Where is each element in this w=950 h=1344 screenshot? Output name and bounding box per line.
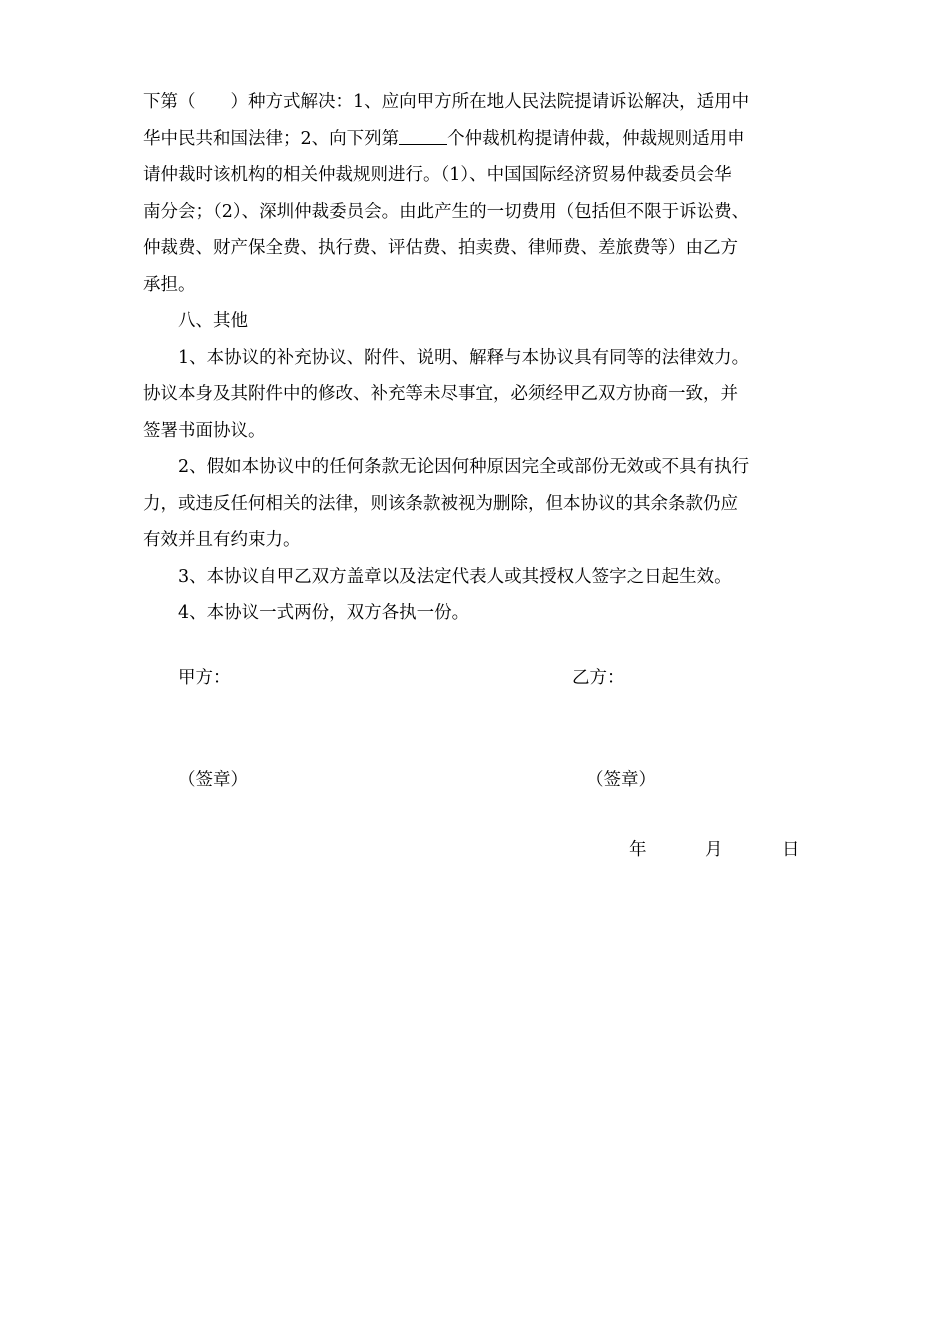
paragraph-line <box>143 121 808 158</box>
fill-in-blank <box>399 126 447 145</box>
paragraph-line: 2、假如本协议中的任何条款无论因何种原因完全或部份无效或不具有执行 <box>178 457 750 477</box>
section-heading: 八、其他 <box>178 311 248 331</box>
paragraph-line: 有效并且有约束力。 <box>143 530 301 550</box>
paragraph-line: 协议本身及其附件中的修改、补充等未尽事宜，必须经甲乙双方协商一致，并 <box>143 384 738 404</box>
party-a-label: 甲方： <box>178 668 231 688</box>
document-body <box>143 84 808 632</box>
paragraph-line: 仲裁费、财产保全费、执行费、评估费、拍卖费、律师费、差旅费等）由乙方 <box>143 238 738 258</box>
paragraph-line: 4、本协议一式两份，双方各执一份。 <box>178 603 470 623</box>
paragraph-line: 承担。 <box>143 274 196 295</box>
party-b-label: 乙方： <box>572 668 625 688</box>
paragraph-line: 请仲裁时该机构的相关仲裁规则进行。（1）、中国国际经济贸易仲裁委员会华 <box>143 165 732 185</box>
party-b-seal: （签章） <box>586 770 656 790</box>
date-day: 日 <box>782 840 800 860</box>
paragraph-line: 力，或违反任何相关的法律，则该条款被视为删除，但本协议的其余条款仍应 <box>143 493 738 514</box>
party-a-seal: （签章） <box>178 770 248 790</box>
paragraph-line: 3、本协议自甲乙双方盖章以及法定代表人或其授权人签字之日起生效。 <box>178 566 732 587</box>
paragraph-line: 签署书面协议。 <box>143 420 266 441</box>
paragraph-text: 华中民共和国法律；2、向下列第 <box>143 128 400 149</box>
paragraph-line: 1、本协议的补充协议、附件、说明、解释与本协议具有同等的法律效力。 <box>178 347 750 368</box>
paragraph-line: 下第（ ）种方式解决：1、应向甲方所在地人民法院提请诉讼解决，适用中 <box>143 92 750 112</box>
date-year: 年 <box>629 840 647 860</box>
paragraph-line: 南分会；（2）、深圳仲裁委员会。由此产生的一切费用（包括但不限于诉讼费、 <box>143 201 750 222</box>
date-month: 月 <box>705 840 723 860</box>
paragraph-text: 个仲裁机构提请仲裁，仲裁规则适用申 <box>447 128 745 149</box>
